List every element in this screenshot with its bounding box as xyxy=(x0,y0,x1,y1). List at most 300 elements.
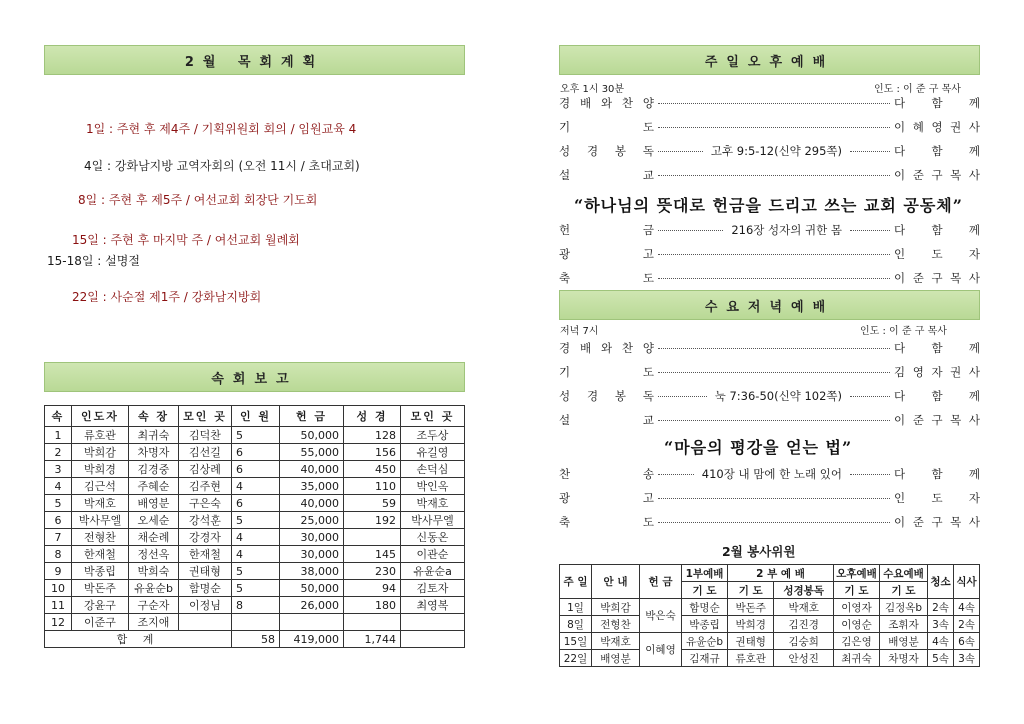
order-person xyxy=(894,143,980,159)
order-person-char: 사 xyxy=(968,365,980,379)
report-cell: 4 xyxy=(45,478,72,495)
order-label-char: 설 xyxy=(559,168,571,182)
order-person-char: 다 xyxy=(894,96,906,110)
report-cell: 주혜순 xyxy=(129,478,179,495)
report-cell: 4 xyxy=(232,478,280,495)
order-row xyxy=(559,166,980,184)
report-cell: 156 xyxy=(344,444,401,461)
order-person-char: 구 xyxy=(931,413,943,427)
order-person-char: 목 xyxy=(950,168,962,182)
report-cell: 정선옥 xyxy=(129,546,179,563)
order-label-char: 성 xyxy=(559,144,571,158)
order-person-char: 함 xyxy=(931,341,943,355)
order-label xyxy=(559,246,654,262)
order-person xyxy=(894,119,980,135)
report-header: 속 xyxy=(45,406,72,427)
order-label-char: 독 xyxy=(642,389,654,403)
report-cell: 145 xyxy=(344,546,401,563)
afternoon-title-bar xyxy=(559,45,980,75)
report-cell: 5 xyxy=(45,495,72,512)
order-person-char: 이 xyxy=(894,515,906,529)
service-cell: 함명순 xyxy=(682,599,728,616)
dotted-leader xyxy=(658,498,890,499)
order-label-char: 경 xyxy=(559,341,571,355)
afternoon-leader: 인도 : 이 준 구 목사 xyxy=(874,84,961,95)
order-label-char: 독 xyxy=(642,144,654,158)
dotted-leader xyxy=(850,151,890,152)
wednesday-leader: 인도 : 이 준 구 목사 xyxy=(860,326,947,337)
schedule-item: 15-18일 : 설명절 xyxy=(47,254,140,268)
report-cell xyxy=(344,614,401,631)
order-row xyxy=(559,339,980,357)
order-person-char: 목 xyxy=(950,515,962,529)
service-title: 2월 봉사위원 xyxy=(722,544,796,559)
dotted-leader xyxy=(850,474,890,475)
wednesday-theme: “마음의 평강을 얻는 법” xyxy=(664,438,853,457)
report-header: 모인 곳 xyxy=(179,406,232,427)
order-label-char: 광 xyxy=(559,247,571,261)
order-person-char: 혜 xyxy=(912,120,924,134)
table-row xyxy=(45,563,465,580)
report-cell: 110 xyxy=(344,478,401,495)
order-detail: 고후 9:5-12(신약 295쪽) xyxy=(710,144,842,158)
order-person-char: 인 xyxy=(894,491,906,505)
order-row xyxy=(559,387,980,405)
report-cell: 8 xyxy=(45,546,72,563)
service-cell: 김은영 xyxy=(834,633,880,650)
order-label-char: 기 xyxy=(559,120,571,134)
report-cell: 박재호 xyxy=(72,495,129,512)
report-cell: 30,000 xyxy=(280,546,344,563)
order-person-char: 준 xyxy=(912,515,924,529)
table-row xyxy=(45,461,465,478)
order-person-char: 자 xyxy=(968,247,980,261)
order-label xyxy=(559,119,654,135)
service-cell: 김진경 xyxy=(774,616,834,633)
report-cell: 함명순 xyxy=(179,580,232,597)
report-cell: 230 xyxy=(344,563,401,580)
report-cell: 김선길 xyxy=(179,444,232,461)
report-cell: 박인옥 xyxy=(401,478,465,495)
report-cell: 6 xyxy=(232,444,280,461)
report-cell: 50,000 xyxy=(280,580,344,597)
schedule-title: 2월 목회계획 xyxy=(184,54,325,70)
service-header: 헌 금 xyxy=(640,565,682,599)
order-person xyxy=(894,364,980,380)
report-cell: 450 xyxy=(344,461,401,478)
report-cell: 3 xyxy=(45,461,72,478)
afternoon-title: 주일오후예배 xyxy=(704,54,835,70)
order-label-char: 찬 xyxy=(621,96,634,110)
order-label-char: 양 xyxy=(642,341,654,355)
report-cell: 이준구 xyxy=(72,614,129,631)
order-label xyxy=(559,514,654,530)
order-person-char: 이 xyxy=(894,120,906,134)
wednesday-title: 수요저녁예배 xyxy=(704,299,835,315)
order-person xyxy=(894,246,980,262)
order-person-char: 사 xyxy=(968,168,980,182)
order-person-char: 께 xyxy=(968,96,980,110)
report-total-row xyxy=(45,631,465,648)
report-cell: 6 xyxy=(232,495,280,512)
schedule-item: 15일 : 주현 후 마지막 주 / 여선교회 월례회 xyxy=(72,233,300,247)
order-label-char: 배 xyxy=(579,341,592,355)
table-row xyxy=(45,444,465,461)
report-cell: 류호관 xyxy=(72,427,129,444)
report-cell: 30,000 xyxy=(280,529,344,546)
service-table xyxy=(559,564,980,667)
order-person-char: 영 xyxy=(912,365,924,379)
order-label xyxy=(559,222,654,238)
service-header: 식사 xyxy=(954,565,980,599)
report-cell: 박재호 xyxy=(401,495,465,512)
service-subheader: 기 도 xyxy=(880,582,928,599)
service-cell: 박돈주 xyxy=(728,599,774,616)
service-cell: 2속 xyxy=(954,616,980,633)
order-person-char: 준 xyxy=(912,168,924,182)
report-header: 헌 금 xyxy=(280,406,344,427)
order-person-char: 께 xyxy=(968,144,980,158)
order-row xyxy=(559,513,980,531)
service-cell: 4속 xyxy=(928,633,954,650)
table-row xyxy=(45,529,465,546)
order-person-char: 구 xyxy=(931,515,943,529)
report-cell: 강윤구 xyxy=(72,597,129,614)
service-cell: 3속 xyxy=(928,616,954,633)
order-person-char: 함 xyxy=(931,467,943,481)
service-header: 주 일 xyxy=(560,565,592,599)
report-cell: 김주현 xyxy=(179,478,232,495)
order-label-char: 기 xyxy=(559,365,571,379)
order-label-char: 성 xyxy=(559,389,571,403)
report-cell: 구순자 xyxy=(129,597,179,614)
report-cell: 12 xyxy=(45,614,72,631)
order-person-char: 사 xyxy=(968,515,980,529)
report-cell: 5 xyxy=(232,580,280,597)
report-total-bible: 1,744 xyxy=(344,631,401,648)
order-label xyxy=(559,340,654,356)
report-cell: 박돈주 xyxy=(72,580,129,597)
order-person xyxy=(894,95,980,111)
table-row xyxy=(45,478,465,495)
service-cell: 배영분 xyxy=(880,633,928,650)
order-label-char: 도 xyxy=(642,365,654,379)
table-row xyxy=(560,616,980,633)
service-guide: 박희감 xyxy=(592,599,640,616)
report-cell: 김경중 xyxy=(129,461,179,478)
report-cell: 유윤순b xyxy=(129,580,179,597)
order-label-char: 경 xyxy=(586,389,599,403)
report-cell: 128 xyxy=(344,427,401,444)
order-person-char: 함 xyxy=(931,223,943,237)
order-person xyxy=(894,490,980,506)
order-person-char: 목 xyxy=(950,271,962,285)
dotted-leader xyxy=(658,254,890,255)
report-cell: 강경자 xyxy=(179,529,232,546)
service-cell: 차명자 xyxy=(880,650,928,667)
wednesday-time: 저녁 7시 xyxy=(560,326,599,337)
report-cell: 180 xyxy=(344,597,401,614)
report-header: 성 경 xyxy=(344,406,401,427)
order-label-char: 교 xyxy=(642,168,654,182)
service-subheader: 기 도 xyxy=(682,582,728,599)
schedule-item: 4일 : 강화남지방 교역자회의 (오전 11시 / 초대교회) xyxy=(84,159,360,173)
order-label xyxy=(559,167,654,183)
order-person-char: 사 xyxy=(968,120,980,134)
service-cell: 조휘자 xyxy=(880,616,928,633)
order-label-char: 경 xyxy=(559,96,571,110)
order-person-char: 사 xyxy=(968,413,980,427)
service-day: 8일 xyxy=(560,616,592,633)
order-label-char: 와 xyxy=(600,96,613,110)
report-cell: 조지애 xyxy=(129,614,179,631)
order-label-char: 송 xyxy=(642,467,654,481)
order-person-char: 함 xyxy=(931,144,943,158)
order-label xyxy=(559,412,654,428)
report-cell: 박사무엘 xyxy=(401,512,465,529)
service-cell: 5속 xyxy=(928,650,954,667)
service-header: 안 내 xyxy=(592,565,640,599)
service-header: 수요예배 xyxy=(880,565,928,582)
order-label-char: 배 xyxy=(579,96,592,110)
service-cell: 김재규 xyxy=(682,650,728,667)
service-subheader: 기 도 xyxy=(834,582,880,599)
service-day: 22일 xyxy=(560,650,592,667)
dotted-leader xyxy=(658,420,890,421)
order-person-char: 사 xyxy=(968,271,980,285)
order-person-char: 함 xyxy=(931,389,943,403)
report-cell: 유윤순a xyxy=(401,563,465,580)
order-label-char: 축 xyxy=(559,515,571,529)
service-subheader: 기 도 xyxy=(728,582,774,599)
order-row xyxy=(559,221,980,239)
order-label xyxy=(559,388,654,404)
order-label-char: 고 xyxy=(642,247,654,261)
order-person-char: 이 xyxy=(894,413,906,427)
dotted-leader xyxy=(658,175,890,176)
dotted-leader xyxy=(658,230,723,231)
order-detail: 410장 내 맘에 한 노래 있어 xyxy=(701,467,842,481)
report-cell: 한재철 xyxy=(179,546,232,563)
order-person-char: 준 xyxy=(912,413,924,427)
table-row xyxy=(45,512,465,529)
order-row xyxy=(559,142,980,160)
order-person-char: 께 xyxy=(968,223,980,237)
report-total-people: 58 xyxy=(232,631,280,648)
order-label xyxy=(559,364,654,380)
report-header-row xyxy=(45,406,465,427)
service-header: 청소 xyxy=(928,565,954,599)
report-cell: 11 xyxy=(45,597,72,614)
order-label xyxy=(559,490,654,506)
report-cell: 6 xyxy=(232,461,280,478)
report-header: 인 원 xyxy=(232,406,280,427)
report-cell xyxy=(232,614,280,631)
service-offering: 박은숙 xyxy=(640,599,682,633)
report-title: 속회보고 xyxy=(211,371,298,387)
report-cell: 5 xyxy=(232,427,280,444)
order-person-char: 구 xyxy=(931,271,943,285)
report-cell: 94 xyxy=(344,580,401,597)
order-label xyxy=(559,270,654,286)
report-cell: 5 xyxy=(232,512,280,529)
table-row xyxy=(45,427,465,444)
schedule-item: 22일 : 사순절 제1주 / 강화남지방회 xyxy=(72,290,262,304)
service-guide: 배영분 xyxy=(592,650,640,667)
order-label xyxy=(559,143,654,159)
order-person-char: 인 xyxy=(894,247,906,261)
order-row xyxy=(559,94,980,112)
order-row xyxy=(559,363,980,381)
order-label-char: 광 xyxy=(559,491,571,505)
order-label-char: 와 xyxy=(600,341,613,355)
service-header: 2 부 예 배 xyxy=(728,565,834,582)
report-total-offering: 419,000 xyxy=(280,631,344,648)
schedule-item: 1일 : 주현 후 제4주 / 기획위원회 회의 / 임원교육 4 xyxy=(86,122,357,136)
order-row xyxy=(559,489,980,507)
table-row xyxy=(45,580,465,597)
report-cell: 40,000 xyxy=(280,461,344,478)
report-header: 인도자 xyxy=(72,406,129,427)
order-person-char: 도 xyxy=(931,247,943,261)
report-cell: 김상례 xyxy=(179,461,232,478)
service-cell: 권태형 xyxy=(728,633,774,650)
order-person-char: 다 xyxy=(894,144,906,158)
order-label-char: 헌 xyxy=(559,223,571,237)
order-detail: 눅 7:36-50(신약 102쪽) xyxy=(714,389,842,403)
dotted-leader xyxy=(850,230,890,231)
service-cell: 4속 xyxy=(954,599,980,616)
dotted-leader xyxy=(658,372,890,373)
report-cell: 김덕찬 xyxy=(179,427,232,444)
order-person-char: 영 xyxy=(931,120,943,134)
report-cell: 최귀숙 xyxy=(129,427,179,444)
table-row xyxy=(560,633,980,650)
report-table xyxy=(44,405,465,648)
order-label xyxy=(559,466,654,482)
report-cell: 38,000 xyxy=(280,563,344,580)
report-cell: 오세순 xyxy=(129,512,179,529)
report-cell: 차명자 xyxy=(129,444,179,461)
report-cell: 조두상 xyxy=(401,427,465,444)
service-cell: 박종립 xyxy=(682,616,728,633)
wednesday-title-bar xyxy=(559,290,980,320)
report-cell: 59 xyxy=(344,495,401,512)
order-row xyxy=(559,465,980,483)
report-cell: 192 xyxy=(344,512,401,529)
service-cell: 이영순 xyxy=(834,616,880,633)
report-cell xyxy=(401,614,465,631)
report-cell: 9 xyxy=(45,563,72,580)
service-cell: 3속 xyxy=(954,650,980,667)
order-person-char: 권 xyxy=(950,365,962,379)
report-cell: 권태형 xyxy=(179,563,232,580)
report-cell: 강석훈 xyxy=(179,512,232,529)
report-cell: 4 xyxy=(232,529,280,546)
dotted-leader xyxy=(658,127,890,128)
report-cell xyxy=(344,529,401,546)
order-person-char: 김 xyxy=(894,365,906,379)
order-person xyxy=(894,466,980,482)
service-cell: 박희경 xyxy=(728,616,774,633)
service-cell: 김숭희 xyxy=(774,633,834,650)
report-cell: 4 xyxy=(232,546,280,563)
report-cell: 한재철 xyxy=(72,546,129,563)
order-label-char: 봉 xyxy=(614,389,627,403)
afternoon-time: 오후 1시 30분 xyxy=(560,84,625,95)
report-cell: 구은숙 xyxy=(179,495,232,512)
report-cell: 김근석 xyxy=(72,478,129,495)
table-row xyxy=(45,597,465,614)
table-row xyxy=(560,650,980,667)
order-person-char: 구 xyxy=(931,168,943,182)
order-row xyxy=(559,269,980,287)
report-cell: 2 xyxy=(45,444,72,461)
order-person-char: 자 xyxy=(931,365,943,379)
report-cell: 유길영 xyxy=(401,444,465,461)
service-cell: 김정옥b xyxy=(880,599,928,616)
order-label-char: 교 xyxy=(642,413,654,427)
order-person xyxy=(894,388,980,404)
report-cell: 박종립 xyxy=(72,563,129,580)
order-person-char: 께 xyxy=(968,467,980,481)
report-cell: 1 xyxy=(45,427,72,444)
report-cell: 35,000 xyxy=(280,478,344,495)
report-cell: 신동온 xyxy=(401,529,465,546)
schedule-item: 8일 : 주현 후 제5주 / 여선교회 회장단 기도회 xyxy=(78,193,318,207)
order-person-char: 자 xyxy=(968,491,980,505)
report-cell: 50,000 xyxy=(280,427,344,444)
report-total-label: 합 계 xyxy=(45,631,232,648)
report-cell xyxy=(280,614,344,631)
dotted-leader xyxy=(658,522,890,523)
dotted-leader xyxy=(658,103,890,104)
service-offering: 이혜영 xyxy=(640,633,682,667)
dotted-leader xyxy=(658,278,890,279)
service-guide: 전형찬 xyxy=(592,616,640,633)
order-person-char: 다 xyxy=(894,467,906,481)
service-subheader: 성경봉독 xyxy=(774,582,834,599)
order-label-char: 설 xyxy=(559,413,571,427)
order-label-char: 찬 xyxy=(559,467,571,481)
report-cell: 8 xyxy=(232,597,280,614)
report-cell: 박희경 xyxy=(72,461,129,478)
table-row xyxy=(45,614,465,631)
order-label-char: 도 xyxy=(642,515,654,529)
service-cell: 류호관 xyxy=(728,650,774,667)
service-cell: 안성진 xyxy=(774,650,834,667)
order-label-char: 찬 xyxy=(621,341,634,355)
order-person xyxy=(894,222,980,238)
report-cell: 박사무엘 xyxy=(72,512,129,529)
service-header-row xyxy=(560,565,980,582)
report-title-bar xyxy=(44,362,465,392)
report-cell: 손덕심 xyxy=(401,461,465,478)
order-row xyxy=(559,118,980,136)
order-person xyxy=(894,167,980,183)
order-person-char: 도 xyxy=(931,491,943,505)
order-person-char: 께 xyxy=(968,341,980,355)
order-person-char: 권 xyxy=(950,120,962,134)
table-row xyxy=(45,495,465,512)
dotted-leader xyxy=(850,396,890,397)
order-detail: 216장 성자의 귀한 몸 xyxy=(731,223,842,237)
report-cell: 이관순 xyxy=(401,546,465,563)
order-label-char: 도 xyxy=(642,120,654,134)
report-cell: 25,000 xyxy=(280,512,344,529)
order-person-char: 이 xyxy=(894,168,906,182)
order-person-char: 다 xyxy=(894,223,906,237)
